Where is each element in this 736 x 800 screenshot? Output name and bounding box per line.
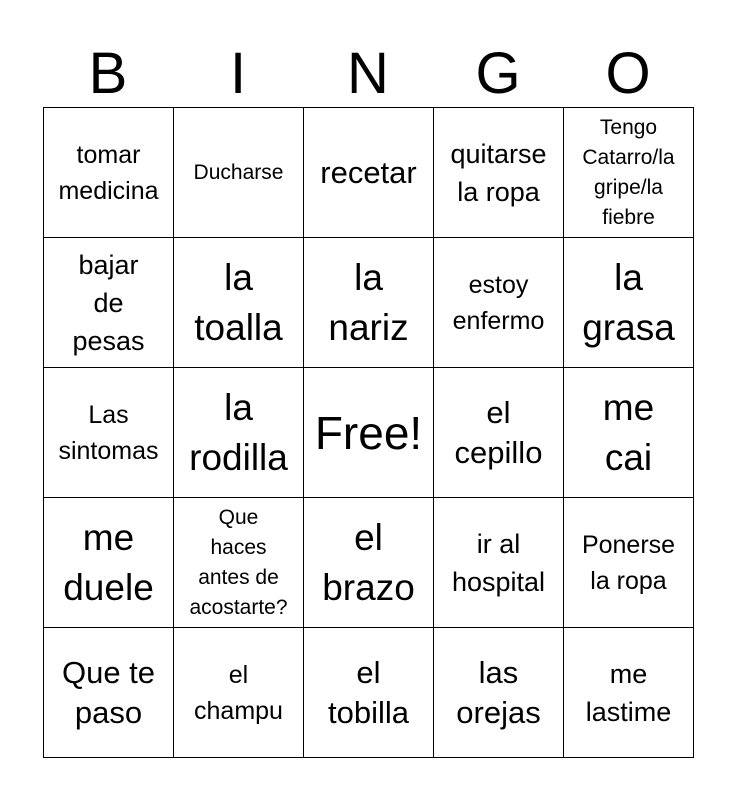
cell-text: Las sintomas — [58, 400, 159, 465]
bingo-cell[interactable] — [174, 238, 304, 368]
cell-text: ir al hospital — [451, 528, 546, 597]
cell-text: tomar medicina — [58, 140, 159, 205]
bingo-cell[interactable] — [564, 498, 694, 628]
bingo-cell[interactable] — [564, 238, 694, 368]
free-space-text: Free! — [314, 406, 423, 459]
header-letter-b: B — [88, 41, 128, 106]
bingo-cell[interactable] — [44, 108, 174, 238]
bingo-cell[interactable] — [304, 108, 434, 238]
cell-text: me duele — [63, 516, 154, 608]
header-letter-o: O — [605, 41, 651, 106]
bingo-cell[interactable] — [304, 628, 434, 758]
bingo-cell[interactable] — [44, 238, 174, 368]
cell-text: Tengo Catarro/la gripe/la fiebre — [582, 115, 675, 229]
bingo-cell[interactable] — [434, 108, 564, 238]
bingo-cell[interactable] — [304, 498, 434, 628]
bingo-cell[interactable] — [564, 628, 694, 758]
cell-text: Que te paso — [61, 654, 156, 730]
board-row — [44, 368, 694, 498]
bingo-cell[interactable] — [174, 368, 304, 498]
bingo-cell[interactable] — [564, 108, 694, 238]
cell-text: me cai — [602, 386, 655, 478]
board-row — [44, 498, 694, 628]
board-row — [44, 238, 694, 368]
cell-text: Que haces antes de acostarte? — [189, 505, 288, 619]
bingo-header — [43, 40, 693, 108]
bingo-cell[interactable] — [304, 238, 434, 368]
cell-text: el tobilla — [328, 654, 409, 730]
bingo-cell[interactable] — [174, 628, 304, 758]
bingo-cell[interactable] — [44, 498, 174, 628]
bingo-cell[interactable] — [434, 368, 564, 498]
cell-text: las orejas — [456, 654, 541, 730]
bingo-board — [43, 107, 694, 758]
cell-text: quitarse la ropa — [450, 138, 547, 207]
free-space-cell[interactable] — [304, 368, 434, 498]
bingo-cell[interactable] — [434, 628, 564, 758]
cell-text: la grasa — [582, 256, 675, 348]
cell-text: la rodilla — [189, 386, 288, 478]
header-letter-g: G — [475, 41, 521, 106]
cell-text: la nariz — [328, 256, 409, 348]
cell-text: Ponerse la ropa — [581, 530, 676, 595]
board-row — [44, 108, 694, 238]
bingo-cell[interactable] — [174, 498, 304, 628]
bingo-cell[interactable] — [44, 628, 174, 758]
cell-text: me lastime — [585, 658, 672, 727]
cell-text: recetar — [320, 154, 417, 190]
bingo-cell[interactable] — [564, 368, 694, 498]
bingo-cell[interactable] — [44, 368, 174, 498]
cell-text: el champu — [194, 660, 283, 725]
cell-text: Ducharse — [193, 160, 284, 184]
header-letter-n: N — [347, 41, 389, 106]
cell-text: estoy enfermo — [452, 270, 545, 335]
bingo-cell[interactable] — [434, 238, 564, 368]
cell-text: el brazo — [322, 516, 415, 608]
cell-text: bajar de pesas — [72, 249, 145, 356]
cell-text: la toalla — [194, 256, 283, 348]
header-letter-i: I — [229, 41, 247, 106]
board-row — [44, 628, 694, 758]
cell-text: el cepillo — [454, 394, 543, 470]
bingo-cell[interactable] — [434, 498, 564, 628]
bingo-cell[interactable] — [174, 108, 304, 238]
